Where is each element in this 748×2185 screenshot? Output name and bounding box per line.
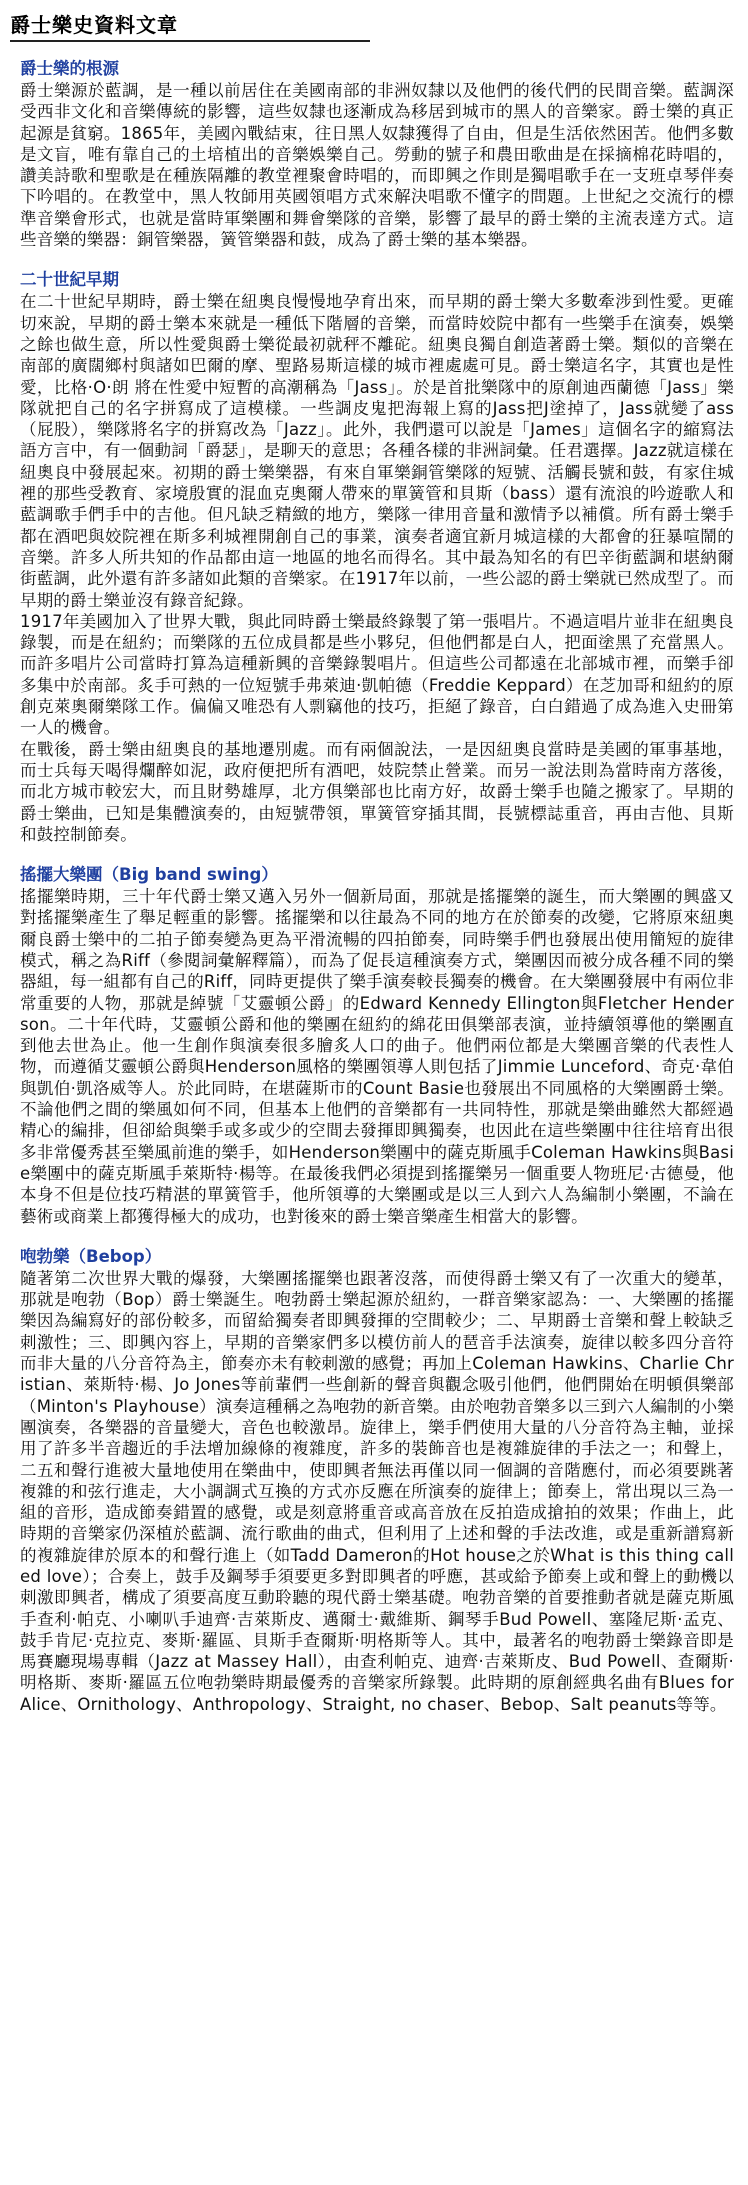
paragraph: 搖擺樂時期，三十年代爵士樂又邁入另外一個新局面，那就是搖擺樂的誕生，而大樂團的興盛又對搖擺樂產生了舉足輕重的影響。搖擺樂和以往最為不同的地方在於節奏的改變，它將原來紐奧爾良爵士樂中的二拍子節奏變為更為平滑流暢的四拍節奏，同時樂手們也發展出使用簡短的旋律模式，稱之為Riff（參閱詞彙解釋篇），而為了促長這種演奏方式，樂團因而被分成各種不同的樂器組，每一組都有自己的Riff，同時更提供了樂手演奏較長獨奏的機會。在大樂團發展中有兩位非常重要的人物，那就是綽號「艾靈頓公爵」的Edward Kennedy Ellington與Fletcher Henderson。二十年代時，艾靈頓公爵和他的樂團在紐約的綿花田俱樂部表演，並持續領導他的樂團直到他去世為止。他一生創作與演奏很多膾炙人口的曲子。他們兩位都是大樂團音樂的代表性人物，而遵循艾靈頓公爵與Henderson風格的樂團領導人則包括了Jimmie Lunceford、奇克·韋伯與凱伯·凱洛威等人。於此同時，在堪薩斯市的Count Basie也發展出不同風格的大樂團爵士樂。不論他們之間的樂風如何不同，但基本上他們的音樂都有一共同特性，那就是樂曲雖然大都經過精心的編排，但卻給與樂手或多或少的空間去發揮即興獨奏，也因此在這些樂團中往往培育出很多非常優秀甚至樂風前進的樂手，如Henderson樂團中的薩克斯風手Coleman Hawkins與Basie樂團中的薩克斯風手萊斯特·楊等。在最後我們必須提到搖擺樂另一個重要人物班尼·古德曼，他本身不但是位技巧精湛的單簧管手，他所領導的大樂團或是以三人到六人為編制小樂團，不論在藝術或商業上都獲得極大的成功，也對後來的爵士樂音樂產生相當大的影響。 bbox=[20, 887, 734, 1226]
section-big-band-swing bbox=[20, 864, 734, 1227]
section-jazz-roots bbox=[20, 58, 734, 250]
page-header bbox=[10, 12, 734, 38]
section-title: 二十世紀早期 bbox=[20, 270, 119, 290]
section-title: 搖擺大樂團（Big band swing） bbox=[20, 865, 278, 885]
paragraph: 隨著第二次世界大戰的爆發，大樂團搖擺樂也跟著沒落，而使得爵士樂又有了一次重大的變革，那就是咆勃（Bop）爵士樂誕生。咆勃爵士樂起源於紐約，一群音樂家認為：一、大樂團的搖擺樂因為編寫好的部份較多，而留給獨奏者即興發揮的空間較少；二、早期爵士音樂和聲上較缺乏刺激性；三、即興內容上，早期的音樂家們多以模仿前人的琶音手法演奏，旋律以較多四分音符而非大量的八分音符為主，節奏亦未有較刺激的感覺；再加上Coleman Hawkins、Charlie Christian、萊斯特·楊、Jo Jones等前輩們一些創新的聲音與觀念吸引他們，他們開始在明頓俱樂部（Minton's Playhouse）演奏這種稱之為咆勃的新音樂。由於咆勃音樂多以三到六人編制的小樂團演奏，各樂器的音量變大，音色也較激昂。旋律上，樂手們使用大量的八分音符為主軸，並採用了許多半音趨近的手法增加線條的複雜度，許多的裝飾音也是複雜旋律的手法之一；和聲上，二五和聲行進被大量地使用在樂曲中，使即興者無法再僅以同一個調的音階應付，而必須要跳著複雜的和弦行進走，大小調調式互換的方式亦反應在所演奏的旋律上；節奏上，常出現以三為一組的音形，造成節奏錯置的感覺，或是刻意將重音或高音放在反拍造成搶拍的效果；作曲上，此時期的音樂家仍深植於藍調、流行歌曲的曲式，但利用了上述和聲的手法改進，或是重新譜寫新的複雜旋律於原本的和聲行進上（如Tadd Dameron的Hot house之於What is this thing called love）；合奏上，鼓手及鋼琴手須要更多對即興者的呼應，甚或給予節奏上或和聲上的動機以刺激即興者，構成了須要高度互動聆聽的現代爵士樂基礎。咆勃音樂的首要推動者就是薩克斯風手查利·帕克、小喇叭手迪齊·吉萊斯皮、邁爾士·戴維斯、鋼琴手Bud Powell、塞隆尼斯·孟克、鼓手肯尼·克拉克、麥斯·羅區、貝斯手查爾斯·明格斯等人。其中，最著名的咆勃爵士樂錄音即是馬賽廳現場專輯（Jazz at Massey Hall），由查利帕克、迪齊·吉萊斯皮、Bud Powell、查爾斯·明格斯、麥斯·羅區五位咆勃樂時期最優秀的音樂家所錄製。此時期的原創經典名曲有Blues for Alice、Ornithology、Anthropology、Straight, no chaser、Bebop、Salt peanuts等等。 bbox=[20, 1268, 734, 1714]
section-title: 咆勃樂（Bebop） bbox=[20, 1246, 162, 1266]
paragraph: 在戰後，爵士樂由紐奧良的基地遷別處。而有兩個說法，一是因紐奧良當時是美國的軍事基地，而士兵每天喝得爛醉如泥，政府便把所有酒吧，妓院禁止營業。而另一說法則為當時南方落後，而北方城市較宏大，而且財勢雄厚，北方俱樂部也比南方好，故爵士樂手也隨之搬家了。早期的爵士樂曲，已知是集體演奏的，由短號帶領，單簧管穿插其間，長號標誌重音，再由吉他、貝斯和鼓控制節奏。 bbox=[20, 739, 734, 844]
section-bebop bbox=[20, 1246, 734, 1715]
paragraph: 1917年美國加入了世界大戰，與此同時爵士樂最終錄製了第一張唱片。不過這唱片並非在紐奧良錄製，而是在紐約；而樂隊的五位成員都是些小夥兒，但他們都是白人，把面塗黑了充當黑人。而許多唱片公司當時打算為這種新興的音樂錄製唱片。但這些公司都遠在北部城市裡，而樂手卻多集中於南部。炙手可熱的一位短號手弗萊迪·凱帕德（Freddie Keppard）在芝加哥和紐約的原創克萊奧爾樂隊工作。偏偏又唯恐有人剽竊他的技巧，拒絕了錄音，白白錯過了成為進入史冊第一人的機會。 bbox=[20, 611, 734, 738]
paragraph: 在二十世紀早期時，爵士樂在紐奧良慢慢地孕育出來，而早期的爵士樂大多數牽涉到性愛。更確切來說，早期的爵士樂本來就是一種低下階層的音樂，而當時姣院中都有一些樂手在演奏，娛樂之餘也做生意，所以性愛與爵士樂從最初就秤不離砣。紐奧良獨自創造著爵士樂。類似的音樂在南部的廣闊鄉村與諸如巴爾的摩、聖路易斯這樣的城市裡處處可見。爵士樂這名字，其實也是性愛，比格·O·朗 將在性愛中短暫的高潮稱為「Jass」。於是首批樂隊中的原創迪西蘭德「Jass」樂隊就把自己的名字拼寫成了這模樣。一些調皮鬼把海報上寫的Jass把J塗掉了，Jass就變了ass（屁股），樂隊將名字的拼寫改為「Jazz」。此外，我們還可以說是「James」這個名字的縮寫法語方言中，有一個動詞「爵瑟」，是聊天的意思；各種各樣的非洲詞彙。任君選擇。Jazz就這樣在紐奧良中發展起來。初期的爵士樂樂器，有來自軍樂銅管樂隊的短號、活觸長號和鼓，有家住城裡的那些受教育、家境殷實的混血克奧爾人帶來的單簧管和貝斯（bass）還有流浪的吟遊歌人和藍調歌手們手中的吉他。但凡缺乏精緻的地方，樂隊一律用音量和激情予以補償。所有爵士樂手都在酒吧與姣院裡在斯多利城裡開創自己的事業，演奏者適宜新月城這樣的大都會的狂暴喧鬧的音樂。許多人所共知的作品都由這一地區的地名而得名。其中最為知名的有巴辛街藍調和堪納爾街藍調，此外還有許多諸如此類的音樂家。在1917年以前，一些公認的爵士樂就已然成型了。而早期的爵士樂並沒有錄音紀錄。 bbox=[20, 292, 734, 610]
section-title: 爵士樂的根源 bbox=[20, 59, 119, 78]
header-divider bbox=[10, 40, 370, 42]
paragraph: 爵士樂源於藍調，是一種以前居住在美國南部的非洲奴隸以及他們的後代們的民間音樂。藍調深受西非文化和音樂傳統的影響，這些奴隸也逐漸成為移居到城市的黑人的音樂家。爵士樂的真正起源是貧窮。1865年，美國內戰結束，往日黑人奴隸獲得了自由，但是生活依然困苦。他們多數是文盲，唯有靠自己的土培植出的音樂娛樂自己。勞動的號子和農田歌曲是在採摘棉花時唱的，讚美詩歌和聖歌是在種族隔離的教堂裡聚會時唱的，而即興之作則是獨唱歌手在一支班卓琴伴奏下吟唱的。在教堂中，黑人牧師用英國領唱方式來解決唱歌不懂字的問題。上世紀之交流行的標準音樂會形式，也就是當時軍樂團和舞會樂隊的音樂，影響了最早的爵士樂的主流表達方式。這些音樂的樂器：銅管樂器，簧管樂器和鼓，成為了爵士樂的基本樂器。 bbox=[20, 81, 734, 250]
page-title: 爵士樂史資料文章 bbox=[10, 13, 178, 37]
section-early-20th-century bbox=[20, 269, 734, 845]
